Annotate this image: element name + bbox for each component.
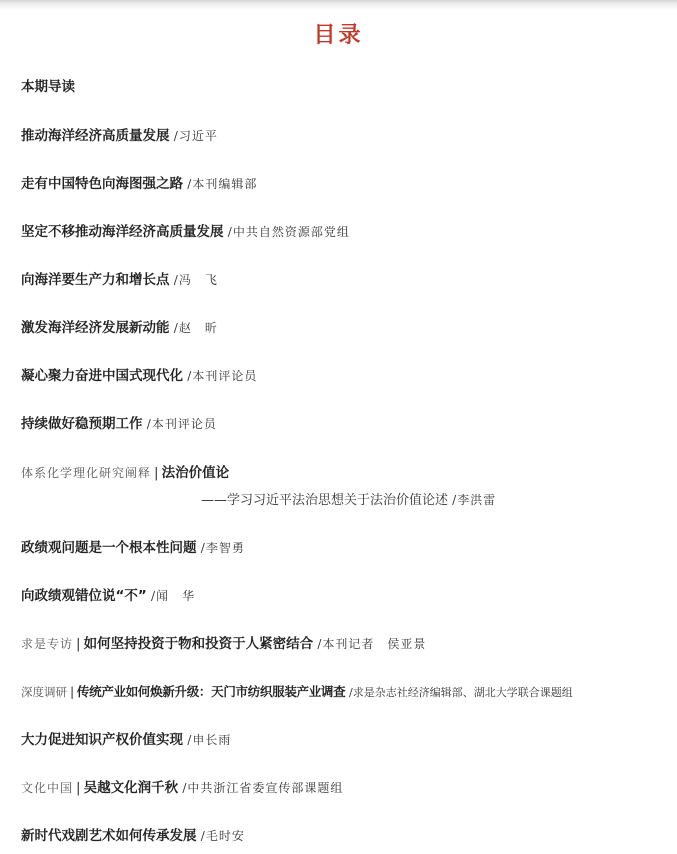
toc-item[interactable] <box>21 126 218 146</box>
toc-item[interactable] <box>21 174 257 194</box>
toc-item-author: /本刊评论员 <box>187 369 258 383</box>
toc-item-author: /求是杂志社经济编辑部、湖北大学联合课题组 <box>349 686 573 699</box>
toc-item-title: 推动海洋经济高质量发展 <box>21 128 170 144</box>
toc-item-with-column[interactable] <box>21 682 573 703</box>
toc-item[interactable] <box>21 586 195 606</box>
toc-item-author: /闻 华 <box>151 589 196 603</box>
toc-item-author: /中共自然资源部党组 <box>227 225 350 239</box>
toc-item[interactable] <box>21 730 231 750</box>
toc-item-author: /习近平 <box>173 129 218 143</box>
toc-item[interactable] <box>21 538 245 558</box>
toc-item-title: 法治价值论 <box>161 465 230 481</box>
toc-item[interactable] <box>21 826 245 846</box>
toc-item[interactable] <box>21 270 218 290</box>
toc-item-column: 求是专访 <box>21 637 74 651</box>
toc-item-column: 体系化学理化研究阐释 <box>21 466 152 480</box>
column-divider: | <box>76 636 81 652</box>
toc-item-subtitle-line[interactable] <box>201 490 496 511</box>
toc-item-title: 坚定不移推动海洋经济高质量发展 <box>21 224 224 240</box>
toc-item-author: /申长雨 <box>187 733 232 747</box>
column-divider: | <box>70 684 74 699</box>
toc-item-title: 凝心聚力奋进中国式现代化 <box>21 368 183 384</box>
toc-item-title: 新时代戏剧艺术如何传承发展 <box>21 828 197 844</box>
toc-item-title: 走有中国特色向海图强之路 <box>21 176 183 192</box>
toc-item-author: /中共浙江省委宣传部课题组 <box>182 781 344 795</box>
top-shadow <box>0 0 677 10</box>
toc-item-title: 吴越文化润千秋 <box>83 780 179 796</box>
toc-item-author: /冯 飞 <box>173 273 218 287</box>
toc-item-author: /赵 昕 <box>173 321 218 335</box>
page-title: 目录 <box>313 23 364 48</box>
toc-item-with-column[interactable] <box>21 463 229 483</box>
toc-item-with-column[interactable] <box>21 634 426 654</box>
column-divider: | <box>76 780 81 796</box>
toc-item-title: 激发海洋经济发展新动能 <box>21 320 170 336</box>
toc-item-title: 如何坚持投资于物和投资于人紧密结合 <box>83 636 314 652</box>
toc-item-author: /本刊编辑部 <box>187 177 258 191</box>
toc-item-author: /本刊评论员 <box>146 417 217 431</box>
toc-item-title: 本期导读 <box>21 79 75 95</box>
toc-item[interactable] <box>21 318 218 338</box>
toc-item-author: /毛时安 <box>200 829 245 843</box>
column-divider: | <box>154 465 159 481</box>
toc-item-author: /李智勇 <box>200 541 245 555</box>
toc-item-column: 深度调研 <box>21 685 67 699</box>
toc-item[interactable] <box>21 414 217 434</box>
toc-item-subtitle: ——学习习近平法治思想关于法治价值论述 <box>201 493 449 508</box>
toc-item-title: 政绩观问题是一个根本性问题 <box>21 540 197 556</box>
toc-item[interactable] <box>21 222 350 242</box>
toc-item-column: 文化中国 <box>21 781 74 795</box>
toc-item-intro[interactable] <box>21 77 75 97</box>
toc-item-author: /本刊记者 侯亚景 <box>317 637 427 651</box>
toc-item-author: /李洪雷 <box>452 493 497 507</box>
toc-item-title: 向海洋要生产力和增长点 <box>21 272 170 288</box>
toc-item[interactable] <box>21 366 257 386</box>
toc-item-with-column[interactable] <box>21 778 343 798</box>
toc-item-title: 大力促进知识产权价值实现 <box>21 732 183 748</box>
toc-item-title: 持续做好稳预期工作 <box>21 416 143 432</box>
toc-item-title: 向政绩观错位说“不” <box>21 588 147 604</box>
toc-item-title: 传统产业如何焕新升级：天门市纺织服装产业调查 <box>76 684 346 699</box>
